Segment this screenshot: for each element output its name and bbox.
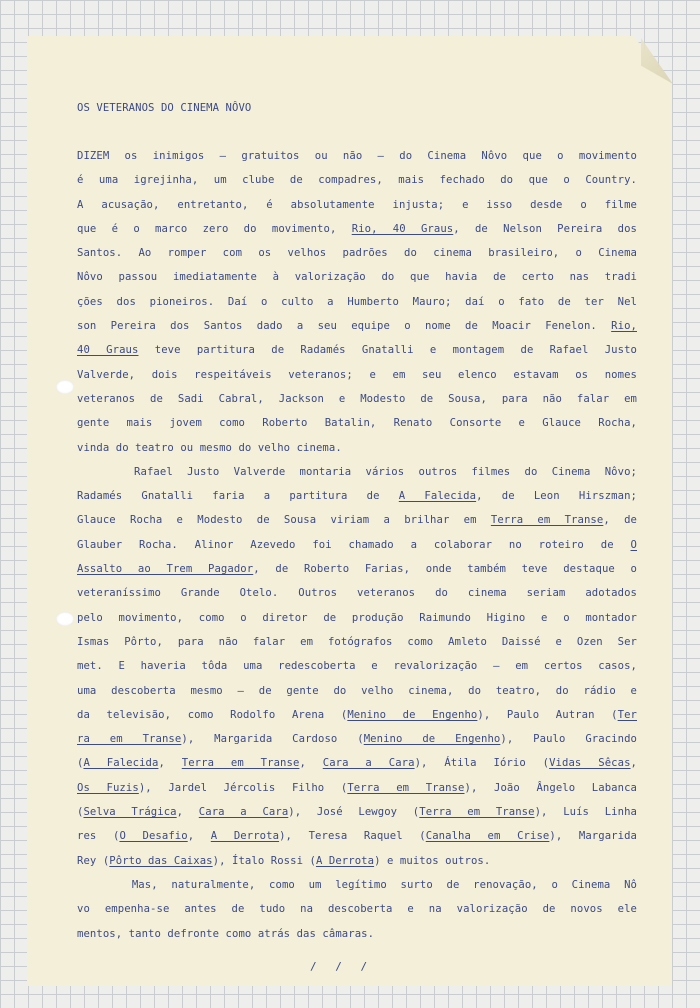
text-run: met. E haveria tôda uma redescoberta e revalorização — em certos casos, — [77, 660, 637, 673]
text-run: ), Paulo Autran ( — [477, 708, 618, 721]
text-run: ), Jardel Jércolis Filho ( — [138, 781, 348, 794]
film-title: Cara a Cara — [322, 757, 415, 770]
text-line — [77, 776, 637, 800]
text-run: pelo movimento, como o diretor de produção Raimundo Higino e o montador — [77, 611, 637, 624]
film-title: Terra em Transe — [490, 514, 604, 527]
text-run: ), Átila Iório ( — [414, 757, 550, 770]
text-run: A acusação, entretanto, é absolutamente injusta; e isso desde o filme — [77, 198, 637, 211]
text-run: Rafael Justo Valverde montaria vários outros filmes do Cinema Nôvo; — [77, 465, 637, 478]
film-title: Canalha em Crise — [425, 830, 550, 843]
text-run: , — [176, 806, 199, 819]
text-line — [77, 411, 637, 435]
text-line — [77, 873, 637, 897]
text-run: uma descoberta mesmo — de gente do velho cinema, do teatro, do rádio e — [77, 684, 637, 697]
text-run: Glauce Rocha e Modesto de Sousa viriam a brilhar em — [77, 514, 491, 527]
text-run: ), Margarida — [549, 830, 638, 843]
text-run: mentos, tanto defronte como atrás das câmaras. — [77, 927, 375, 940]
film-title: 40 Graus — [77, 344, 139, 357]
text-line — [77, 290, 637, 314]
film-title: O — [630, 538, 637, 551]
film-title: Terra em Transe — [419, 806, 535, 819]
film-title: Vidas Sêcas — [549, 757, 631, 770]
text-line — [77, 897, 637, 921]
text-line — [77, 849, 637, 873]
text-line — [77, 363, 637, 387]
text-line — [77, 824, 637, 848]
text-line — [77, 193, 637, 217]
text-run: ), José Lewgoy ( — [288, 806, 420, 819]
text-run: res ( — [77, 830, 120, 843]
film-title: Menino de Engenho — [363, 733, 501, 746]
text-run: ( — [77, 757, 84, 770]
text-run: Ismas Pôrto, para não falar em fotógrafos como Amleto Daissé e Ozen Ser — [77, 635, 637, 648]
film-title: Menino de Engenho — [347, 708, 478, 721]
text-run: , de Leon Hirszman; — [476, 490, 637, 503]
film-title: A Derrota — [315, 854, 375, 867]
document-body — [77, 96, 637, 946]
text-line — [77, 314, 637, 338]
text-run: vo empenha-se antes de tudo na descoberta e na valorização de novos ele — [77, 903, 637, 916]
text-run: gente mais jovem como Roberto Batalin, Renato Consorte e Glauce Rocha, — [77, 417, 637, 430]
text-line — [77, 533, 637, 557]
text-run: Radamés Gnatalli faria a partitura de — [77, 490, 399, 503]
film-title: Os Fuzis — [77, 781, 139, 794]
text-run: veteraníssimo Grande Otelo. Outros veteranos do cinema seriam adotados — [77, 587, 637, 600]
text-run: da televisão, como Rodolfo Arena ( — [77, 708, 348, 721]
text-run: , de — [603, 514, 637, 527]
film-title: Pôrto das Caixas — [109, 854, 213, 867]
text-line — [77, 217, 637, 241]
text-line — [77, 265, 637, 289]
text-run: ), Margarida Cardoso ( — [181, 733, 364, 746]
text-run: ) e muitos outros. — [374, 854, 491, 867]
text-run: Nôvo passou imediatamente à valorização do que havia de certo nas tradi — [77, 271, 637, 284]
text-line — [77, 168, 637, 192]
document-title: OS VETERANOS DO CINEMA NÔVO — [77, 102, 252, 114]
text-run: veteranos de Sadi Cabral, Jackson e Modesto de Sousa, para não falar em — [77, 392, 637, 405]
text-run: Glauber Rocha. Alinor Azevedo foi chamado a colaborar no roteiro de — [77, 538, 631, 551]
punch-hole — [56, 380, 74, 394]
body-text — [77, 144, 637, 946]
film-title: O Desafio — [119, 830, 188, 843]
text-run: , de Roberto Farias, onde também teve destaque o — [253, 563, 637, 576]
text-line — [77, 703, 637, 727]
text-line — [77, 144, 637, 168]
text-line — [77, 679, 637, 703]
text-run: , — [158, 757, 182, 770]
text-run: ções dos pioneiros. Daí o culto a Humberto Mauro; daí o fato de ter Nel — [77, 295, 637, 308]
text-run: ( — [77, 806, 84, 819]
text-line — [77, 460, 637, 484]
text-line — [77, 387, 637, 411]
text-line — [77, 654, 637, 678]
text-line — [77, 557, 637, 581]
text-run: , — [187, 830, 211, 843]
text-line — [77, 338, 637, 362]
film-title: Ter — [617, 708, 637, 721]
text-line — [77, 241, 637, 265]
film-title: Assalto ao Trem Pagador — [77, 563, 254, 576]
text-run: que é o marco zero do movimento, — [77, 222, 352, 235]
text-run: Rey ( — [77, 854, 110, 867]
text-run: ), Teresa Raquel ( — [279, 830, 426, 843]
page-mark: / / / — [310, 960, 374, 973]
text-line — [77, 484, 637, 508]
text-line — [77, 630, 637, 654]
text-line — [77, 751, 637, 775]
film-title: A Derrota — [210, 830, 280, 843]
text-line — [77, 606, 637, 630]
text-run: vinda do teatro ou mesmo do velho cinema. — [77, 441, 342, 454]
text-line — [77, 922, 637, 946]
text-run: DIZEM os inimigos — gratuitos ou não — do Cinema Nôvo que o movimento — [77, 150, 637, 162]
text-line — [77, 800, 637, 824]
film-title: Terra em Transe — [181, 757, 300, 770]
text-run: ), Luís Linha — [534, 806, 637, 819]
text-run: , de Nelson Pereira dos — [453, 222, 637, 235]
film-title: ra em Transe — [77, 733, 182, 746]
text-line — [77, 581, 637, 605]
film-title: Rio, — [611, 320, 637, 333]
film-title: A Falecida — [83, 757, 159, 770]
text-run: , — [630, 757, 637, 770]
film-title: Terra em Transe — [347, 781, 465, 794]
text-run: son Pereira dos Santos dado a seu equipe o nome de Moacir Fenelon. — [77, 320, 612, 333]
text-run: ), Paulo Gracindo — [500, 733, 637, 746]
text-run: ), Ítalo Rossi ( — [212, 854, 316, 867]
film-title: Rio, 40 Graus — [351, 222, 454, 235]
text-run: Santos. Ao romper com os velhos padrões do cinema brasileiro, o Cinema — [77, 247, 637, 260]
text-run: , — [299, 757, 323, 770]
film-title: A Falecida — [398, 490, 477, 503]
text-line — [77, 508, 637, 532]
text-line — [77, 727, 637, 751]
text-line — [77, 436, 637, 460]
film-title: Cara a Cara — [198, 806, 289, 819]
text-run: Valverde, dois respeitáveis veteranos; e em seu elenco estavam os nomes — [77, 368, 637, 381]
film-title: Selva Trágica — [83, 806, 177, 819]
text-run: Mas, naturalmente, como um legítimo surto de renovação, o Cinema Nô — [77, 878, 637, 891]
text-run: teve partitura de Radamés Gnatalli e montagem de Rafael Justo — [138, 344, 637, 357]
text-run: ), João Ângelo Labanca — [464, 781, 637, 794]
text-run: é uma igrejinha, um clube de compadres, mais fechado do que o Country. — [77, 174, 637, 187]
punch-hole — [56, 612, 74, 626]
